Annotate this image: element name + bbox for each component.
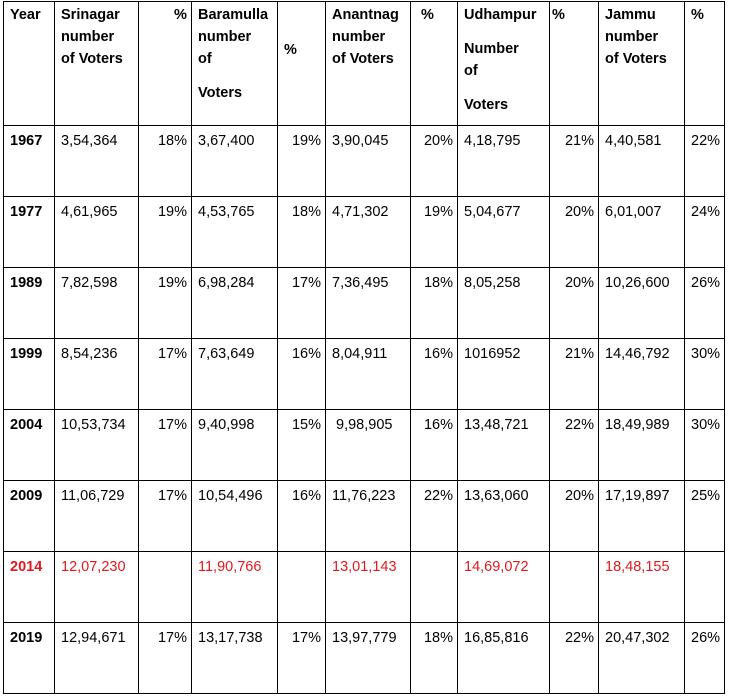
cell-year: 2009: [4, 481, 55, 552]
cell-udhampur: 1016952: [458, 339, 550, 410]
cell-baramulla-pct: 17%: [278, 268, 326, 339]
table-row: [4, 410, 725, 481]
cell-udhampur: 13,63,060: [458, 481, 550, 552]
cell-jammu-pct: 26%: [685, 623, 725, 694]
cell-jammu-pct: 25%: [685, 481, 725, 552]
cell-baramulla-pct: 15%: [278, 410, 326, 481]
cell-anantnag-pct: 16%: [411, 410, 458, 481]
cell-srinagar: 4,61,965: [55, 197, 139, 268]
cell-year: 1999: [4, 339, 55, 410]
cell-jammu: 18,49,989: [599, 410, 685, 481]
cell-anantnag: 3,90,045: [326, 126, 411, 197]
cell-srinagar-pct: [139, 552, 192, 623]
cell-jammu: 4,40,581: [599, 126, 685, 197]
cell-baramulla: 10,54,496: [192, 481, 278, 552]
cell-jammu-pct: 24%: [685, 197, 725, 268]
cell-srinagar: 8,54,236: [55, 339, 139, 410]
cell-srinagar: 12,07,230: [55, 552, 139, 623]
cell-udhampur-pct: 20%: [550, 197, 599, 268]
cell-anantnag: 9,98,905: [326, 410, 411, 481]
cell-srinagar: 12,94,671: [55, 623, 139, 694]
cell-srinagar: 10,53,734: [55, 410, 139, 481]
table-row: [4, 623, 725, 694]
table-row: [4, 481, 725, 552]
cell-udhampur-pct: 22%: [550, 410, 599, 481]
cell-jammu: 17,19,897: [599, 481, 685, 552]
cell-udhampur-pct: 22%: [550, 623, 599, 694]
cell-anantnag-pct: 19%: [411, 197, 458, 268]
header-srinagar: Srinagar number of Voters: [55, 2, 139, 126]
cell-year: 1989: [4, 268, 55, 339]
cell-anantnag: 8,04,911: [326, 339, 411, 410]
cell-jammu: 20,47,302: [599, 623, 685, 694]
cell-baramulla: 3,67,400: [192, 126, 278, 197]
table-row: [4, 268, 725, 339]
cell-srinagar-pct: 17%: [139, 623, 192, 694]
header-jammu-pct: %: [685, 2, 725, 126]
cell-year: 2014: [4, 552, 55, 623]
cell-anantnag: 11,76,223: [326, 481, 411, 552]
table-row: [4, 197, 725, 268]
cell-anantnag-pct: 16%: [411, 339, 458, 410]
cell-year: 1967: [4, 126, 55, 197]
header-year: Year: [4, 2, 55, 126]
cell-anantnag: 13,01,143: [326, 552, 411, 623]
cell-srinagar: 7,82,598: [55, 268, 139, 339]
cell-baramulla-pct: 17%: [278, 623, 326, 694]
cell-baramulla: 7,63,649: [192, 339, 278, 410]
cell-anantnag: 13,97,779: [326, 623, 411, 694]
cell-jammu-pct: [685, 552, 725, 623]
cell-baramulla-pct: 18%: [278, 197, 326, 268]
header-anantnag-pct: %: [411, 2, 458, 126]
cell-baramulla: 13,17,738: [192, 623, 278, 694]
cell-anantnag-pct: 18%: [411, 268, 458, 339]
header-baramulla-pct: %: [278, 2, 326, 126]
cell-baramulla: 11,90,766: [192, 552, 278, 623]
cell-anantnag-pct: 18%: [411, 623, 458, 694]
cell-udhampur-pct: 21%: [550, 339, 599, 410]
cell-srinagar-pct: 19%: [139, 197, 192, 268]
cell-srinagar-pct: 17%: [139, 481, 192, 552]
cell-srinagar: 11,06,729: [55, 481, 139, 552]
cell-baramulla-pct: 16%: [278, 481, 326, 552]
cell-anantnag: 7,36,495: [326, 268, 411, 339]
cell-baramulla: 4,53,765: [192, 197, 278, 268]
cell-jammu-pct: 22%: [685, 126, 725, 197]
header-row: [4, 2, 725, 126]
cell-jammu-pct: 30%: [685, 410, 725, 481]
cell-udhampur: 14,69,072: [458, 552, 550, 623]
header-anantnag: Anantnag number of Voters: [326, 2, 411, 126]
cell-udhampur: 8,05,258: [458, 268, 550, 339]
cell-year: 2004: [4, 410, 55, 481]
cell-jammu: 18,48,155: [599, 552, 685, 623]
cell-udhampur: 5,04,677: [458, 197, 550, 268]
cell-baramulla-pct: 16%: [278, 339, 326, 410]
voters-table: [3, 1, 725, 694]
header-baramulla: Baramulla number of Voters: [192, 2, 278, 126]
cell-udhampur: 13,48,721: [458, 410, 550, 481]
cell-baramulla: 9,40,998: [192, 410, 278, 481]
cell-jammu: 14,46,792: [599, 339, 685, 410]
cell-year: 1977: [4, 197, 55, 268]
cell-anantnag: 4,71,302: [326, 197, 411, 268]
cell-jammu: 6,01,007: [599, 197, 685, 268]
header-srinagar-pct: %: [139, 2, 192, 126]
cell-srinagar-pct: 19%: [139, 268, 192, 339]
cell-srinagar: 3,54,364: [55, 126, 139, 197]
table-row: [4, 126, 725, 197]
table-row-highlighted: [4, 552, 725, 623]
cell-udhampur: 4,18,795: [458, 126, 550, 197]
header-udhampur: Udhampur Number of Voters: [458, 2, 550, 126]
cell-jammu: 10,26,600: [599, 268, 685, 339]
cell-udhampur-pct: 20%: [550, 481, 599, 552]
header-jammu: Jammu number of Voters: [599, 2, 685, 126]
cell-baramulla-pct: [278, 552, 326, 623]
cell-srinagar-pct: 17%: [139, 410, 192, 481]
cell-srinagar-pct: 17%: [139, 339, 192, 410]
cell-baramulla: 6,98,284: [192, 268, 278, 339]
cell-anantnag-pct: [411, 552, 458, 623]
cell-jammu-pct: 26%: [685, 268, 725, 339]
cell-baramulla-pct: 19%: [278, 126, 326, 197]
header-udhampur-pct: %: [550, 2, 599, 126]
table-row: [4, 339, 725, 410]
cell-year: 2019: [4, 623, 55, 694]
cell-anantnag-pct: 20%: [411, 126, 458, 197]
cell-udhampur-pct: 21%: [550, 126, 599, 197]
cell-srinagar-pct: 18%: [139, 126, 192, 197]
cell-udhampur: 16,85,816: [458, 623, 550, 694]
cell-anantnag-pct: 22%: [411, 481, 458, 552]
cell-udhampur-pct: 20%: [550, 268, 599, 339]
cell-udhampur-pct: [550, 552, 599, 623]
cell-jammu-pct: 30%: [685, 339, 725, 410]
